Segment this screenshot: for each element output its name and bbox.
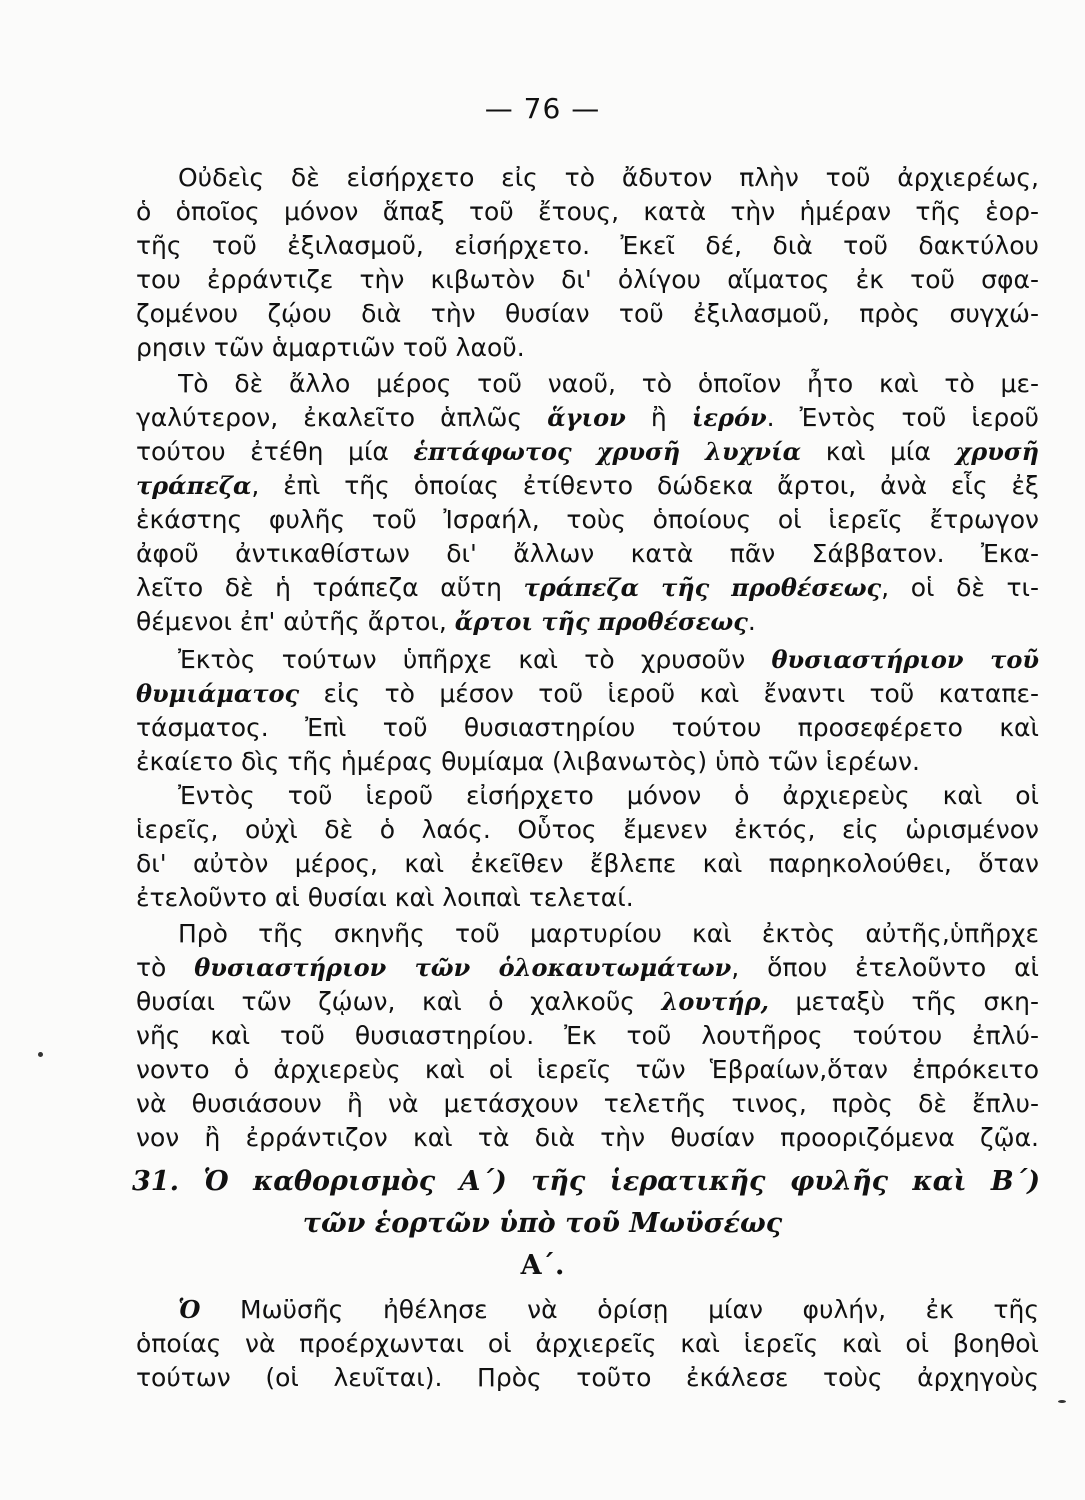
paragraph-4-line: Ἐντὸς τοῦ ἱεροῦ εἰσήρχετο μόνον ὁ ἀρχιερεὺς καὶ οἱ <box>178 781 1039 810</box>
paragraph-1-line: του ἐρράντιζε τὴν κιβωτὸν δι' ὀλίγου αἵματος ἐκ τοῦ σφα- <box>136 265 1039 294</box>
paragraph-2-line: τράπεζα, ἐπὶ τῆς ὁποίας ἐτίθεντο δώδεκα ἄρτοι, ἀνὰ εἷς ἐξ <box>136 471 1039 500</box>
emphasis-term: θυσιαστήριον τοῦ <box>771 645 1039 674</box>
paragraph-2-line: ἀφοῦ ἀντικαθίστων δι' ἄλλων κατὰ πᾶν Σάββατον. Ἐκα- <box>136 539 1039 568</box>
scan-speck <box>38 1052 43 1057</box>
drop-article: Ὁ <box>178 1295 201 1324</box>
paragraph-5-line: νὰ θυσιάσουν ἢ νὰ μετάσχουν τελετῆς τινος, πρὸς δὲ ἔπλυ- <box>136 1089 1039 1118</box>
paragraph-4-line: δι' αὐτὸν μέρος, καὶ ἐκεῖθεν ἔβλεπε καὶ παρηκολούθει, ὅταν <box>136 849 1039 878</box>
emphasis-term: ἅγιον <box>547 403 626 432</box>
emphasis-term: ἱερόν <box>691 403 767 432</box>
paragraph-5-line: Πρὸ τῆς σκηνῆς τοῦ μαρτυρίου καὶ ἐκτὸς αὐτῆς,ὑπῆρχε <box>178 919 1039 948</box>
paragraph-6-line: Ὁ Μωϋσῆς ἠθέλησε νὰ ὁρίσῃ μίαν φυλήν, ἐκ τῆς <box>178 1295 1039 1324</box>
paragraph-1-line: Οὐδεὶς δὲ εἰσήρχετο εἰς τὸ ἄδυτον πλὴν τοῦ ἀρχιερέως, <box>178 163 1039 192</box>
paragraph-3-line: Ἐκτὸς τούτων ὑπῆρχε καὶ τὸ χρυσοῦν θυσιαστήριον τοῦ <box>178 645 1039 674</box>
paragraph-2-line: λεῖτο δὲ ἡ τράπεζα αὕτη τράπεζα τῆς προθέσεως, οἱ δὲ τι- <box>136 573 1039 602</box>
emphasis-term: ἄρτοι τῆς προθέσεως <box>454 607 748 636</box>
paragraph-6-line: ὁποίας νὰ προέρχωνται οἱ ἀρχιερεῖς καὶ ἱερεῖς καὶ οἱ βοηθοὶ <box>136 1329 1039 1358</box>
scan-speck <box>1058 1400 1066 1403</box>
emphasis-term: χρυσῆ <box>955 437 1039 466</box>
emphasis-term: θυμιάματος <box>136 679 300 708</box>
emphasis-term: ἑπτάφωτος χρυσῆ λυχνία <box>413 437 802 466</box>
paragraph-1-line: ρησιν τῶν ἁμαρτιῶν τοῦ λαοῦ. <box>136 333 525 362</box>
paragraph-1-line: ὁ ὁποῖος μόνον ἅπαξ τοῦ ἔτους, κατὰ τὴν ἡμέραν τῆς ἑορ- <box>136 197 1039 226</box>
paragraph-5-line: νον ἢ ἐρράντιζον καὶ τὰ διὰ τὴν θυσίαν προοριζόμενα ζῷα. <box>136 1123 1039 1152</box>
emphasis-term: τράπεζα τῆς προθέσεως <box>523 573 882 602</box>
paragraph-2-line: θέμενοι ἐπ' αὐτῆς ἄρτοι, ἄρτοι τῆς προθέσεως. <box>136 607 756 636</box>
emphasis-term: λουτήρ, <box>661 987 769 1016</box>
section-subheading: Α΄. <box>520 1250 565 1281</box>
emphasis-term: θυσιαστήριον τῶν ὁλοκαυτωμάτων <box>194 953 732 982</box>
paragraph-5-line: θυσίαι τῶν ζῴων, καὶ ὁ χαλκοῦς λουτήρ, μεταξὺ τῆς σκη- <box>136 987 1039 1016</box>
paragraph-2-line: τούτου ἐτέθη μία ἑπτάφωτος χρυσῆ λυχνία καὶ μία χρυσῆ <box>136 437 1039 466</box>
paragraph-3-line: ἐκαίετο δὶς τῆς ἡμέρας θυμίαμα (λιβανωτὸς) ὑπὸ τῶν ἱερέων. <box>136 747 920 776</box>
paragraph-5-line: νῆς καὶ τοῦ θυσιαστηρίου. Ἐκ τοῦ λουτῆρος τούτου ἐπλύ- <box>136 1021 1039 1050</box>
paragraph-3-line: τάσματος. Ἐπὶ τοῦ θυσιαστηρίου τούτου προσεφέρετο καὶ <box>136 713 1039 742</box>
emphasis-term: τράπεζα <box>136 471 252 500</box>
paragraph-2-line: γαλύτερον, ἐκαλεῖτο ἁπλῶς ἅγιον ἢ ἱερόν. Ἐντὸς τοῦ ἱεροῦ <box>136 403 1039 432</box>
paragraph-5-line: νοντο ὁ ἀρχιερεὺς καὶ οἱ ἱερεῖς τῶν Ἑβραίων,ὅταν ἐπρόκειτο <box>136 1055 1039 1084</box>
paragraph-6-line: τούτων (οἱ λευῖται). Πρὸς τοῦτο ἐκάλεσε τοὺς ἀρχηγοὺς <box>136 1363 1039 1392</box>
paragraph-1-line: τῆς τοῦ ἐξιλασμοῦ, εἰσήρχετο. Ἐκεῖ δέ, διὰ τοῦ δακτύλου <box>136 231 1039 260</box>
paragraph-4-line: ἱερεῖς, οὐχὶ δὲ ὁ λαός. Οὗτος ἔμενεν ἐκτός, εἰς ὡρισμένον <box>136 815 1039 844</box>
paragraph-2-line: ἑκάστης φυλῆς τοῦ Ἰσραήλ, τοὺς ὁποίους οἱ ἱερεῖς ἔτρωγον <box>136 505 1039 534</box>
paragraph-5-line: τὸ θυσιαστήριον τῶν ὁλοκαυτωμάτων, ὅπου ἐτελοῦντο αἱ <box>136 953 1039 982</box>
paragraph-3-line: θυμιάματος εἰς τὸ μέσον τοῦ ἱεροῦ καὶ ἔναντι τοῦ καταπε- <box>136 679 1039 708</box>
paragraph-4-line: ἐτελοῦντο αἱ θυσίαι καὶ λοιπαὶ τελεταί. <box>136 883 634 912</box>
section-heading-line-2: τῶν ἑορτῶν ὑπὸ τοῦ Μωϋσέως <box>302 1208 783 1239</box>
section-heading: 31. Ὁ καθορισμὸς Α΄) τῆς ἱερατικῆς φυλῆς καὶ Β΄) <box>132 1166 1040 1197</box>
page-number: — 76 — <box>484 92 601 125</box>
paragraph-1-line: ζομένου ζῴου διὰ τὴν θυσίαν τοῦ ἐξιλασμοῦ, πρὸς συγχώ- <box>136 299 1039 328</box>
paragraph-2-line: Τὸ δὲ ἄλλο μέρος τοῦ ναοῦ, τὸ ὁποῖον ἦτο καὶ τὸ με- <box>178 369 1039 398</box>
